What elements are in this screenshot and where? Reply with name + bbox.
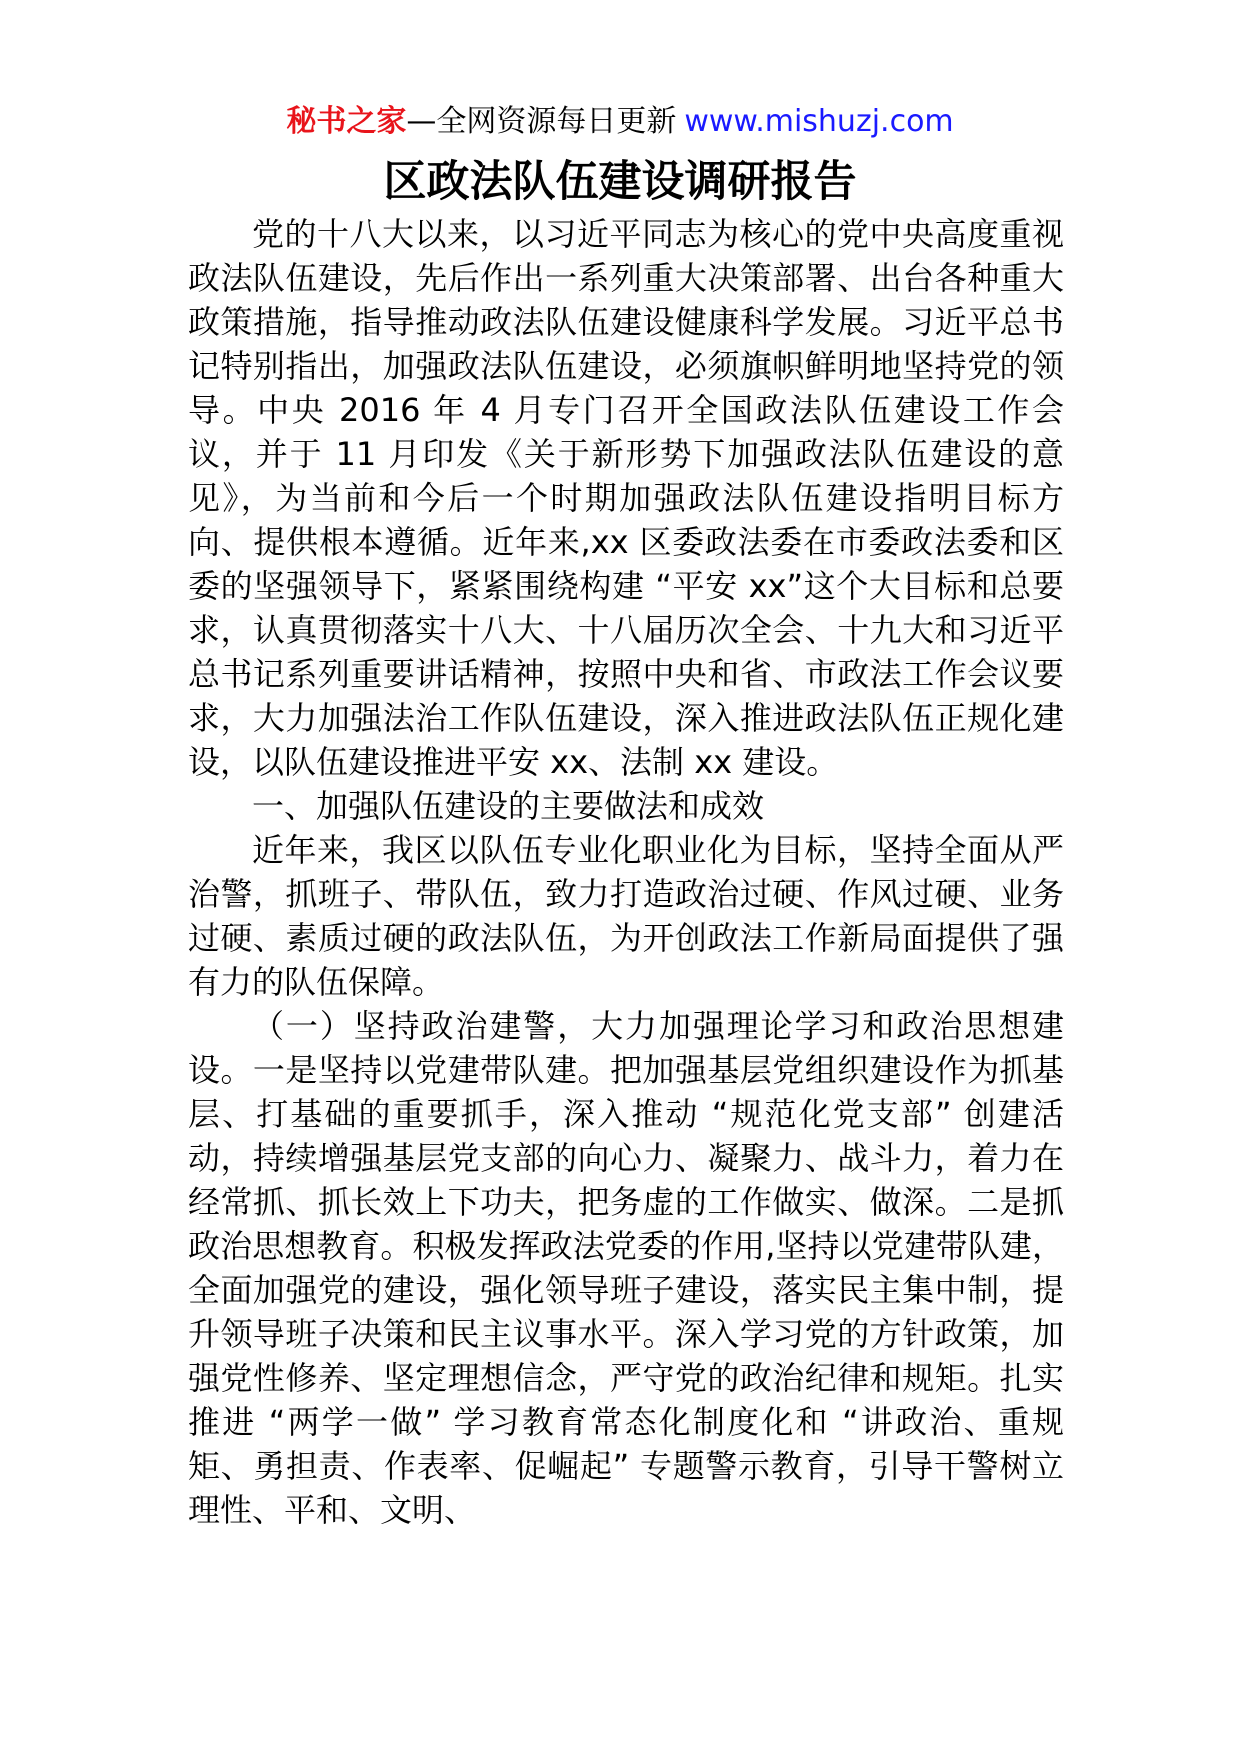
- paragraph-intro: 党的十八大以来，以习近平同志为核心的党中央高度重视政法队伍建设，先后作出一系列重大决策部署、出台各种重大政策措施，指导推动政法队伍建设健康科学发展。习近平总书记特别指出，加强政法队伍建设，必须旗帜鲜明地坚持党的领导。中央 2016 年 4 月专门召开全国政法队伍建设工作会议，并于 11 月印发《关于新形势下加强政法队伍建设的意见》，为当前和今后一个时期加强政法队伍建设指明目标方向、提供根本遵循。近年来,xx 区委政法委在市委政法委和区委的坚强领导下，紧紧围绕构建 “平安 xx”这个大目标和总要求，认真贯彻落实十八大、十八届历次全会、十九大和习近平总书记系列重要讲话精神，按照中央和省、市政法工作会议要求，大力加强法治工作队伍建设，深入推进政法队伍正规化建设，以队伍建设推进平安 xx、法制 xx 建设。: [188, 215, 1064, 781]
- paragraph-section-1: 近年来，我区以队伍专业化职业化为目标，坚持全面从严治警，抓班子、带队伍，致力打造政治过硬、作风过硬、业务过硬、素质过硬的政法队伍，为开创政法工作新局面提供了强有力的队伍保障。: [188, 831, 1064, 1001]
- section-heading-1: 一、加强队伍建设的主要做法和成效: [252, 787, 765, 825]
- site-url-link[interactable]: www.mishuzj.com: [684, 104, 954, 139]
- paragraph-subsection-1: （一）坚持政治建警，大力加强理论学习和政治思想建设。一是坚持以党建带队建。把加强基层党组织建设作为抓基层、打基础的重要抓手，深入推动 “规范化党支部” 创建活动，持续增强基层党支部的向心力、凝聚力、战斗力，着力在经常抓、抓长效上下功夫，把务虚的工作做实、做深。二是抓政治思想教育。积极发挥政法党委的作用,坚持以党建带队建，全面加强党的建设，强化领导班子建设，落实民主集中制，提升领导班子决策和民主议事水平。深入学习党的方针政策，加强党性修养、坚定理想信念，严守党的政治纪律和规矩。扎实推进 “两学一做” 学习教育常态化制度化和 “讲政治、重规矩、勇担责、作表率、促崛起” 专题警示教育，引导干警树立理性、平和、文明、: [188, 1007, 1064, 1529]
- document-title: 区政法队伍建设调研报告: [383, 157, 857, 207]
- document-body: [188, 212, 1064, 1532]
- site-header: [0, 102, 1240, 142]
- header-tagline: —全网资源每日更新: [406, 104, 677, 139]
- brand-name: 秘书之家: [286, 104, 407, 139]
